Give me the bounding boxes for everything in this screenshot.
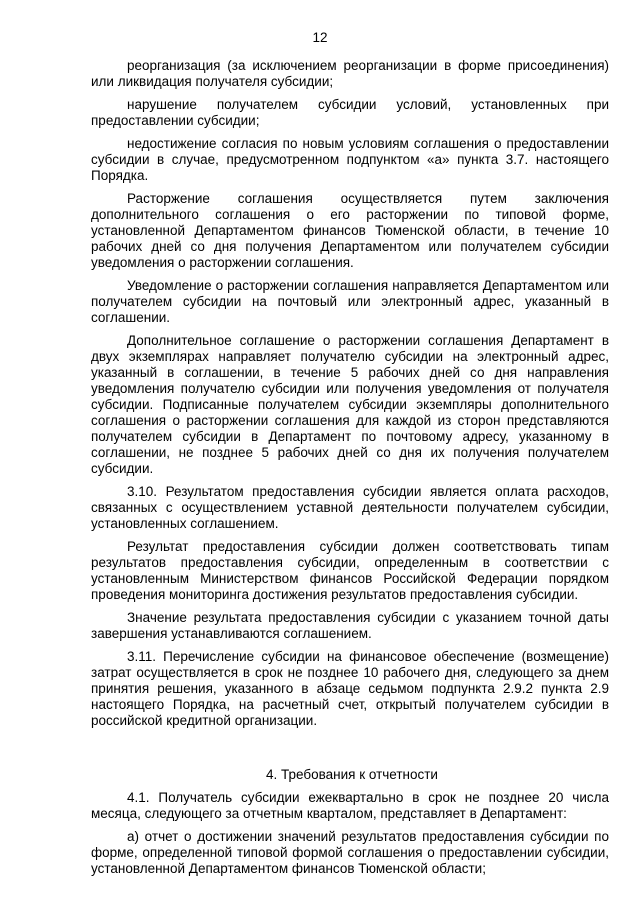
paragraph-3-11-transfer: 3.11. Перечисление субсидии на финансовое обеспечение (возмещение) затрат осуществляется в срок не позднее 10 рабочего дня, следующего за днем принятия решения, указанного в абзаце седьмом подпункта 2.9.2 пункта 2.9 настоящего Порядка, на расчетный счет, открытый получателем субсидии в российской кредитной организации. — [91, 649, 609, 728]
paragraph-violation: нарушение получателем субсидии условий, установленных при предоставлении субсидии; — [91, 97, 609, 128]
paragraph-4-1-a: а) отчет о достижении значений результатов предоставления субсидии по форме, определенной типовой формой соглашения о предоставлении субсидии, установленной Департаментом финансов Тюменской области; — [91, 829, 609, 876]
page-number: 12 — [312, 30, 328, 45]
paragraph-termination: Расторжение соглашения осуществляется путем заключения дополнительного соглашения о его расторжении по типовой форме, установленной Департаментом финансов Тюменской области, в течение 10 рабочих дней со дня получения Департаментом или получателем субсидии уведомления о расторжении соглашения. — [91, 191, 609, 270]
paragraph-reorganization: реорганизация (за исключением реорганизации в форме присоединения) или ликвидация получателя субсидии; — [91, 58, 609, 89]
paragraph-3-10-result: 3.10. Результатом предоставления субсидии является оплата расходов, связанных с осуществлением уставной деятельности получателем субсидии, установленных соглашением. — [91, 484, 609, 531]
paragraph-result-types: Результат предоставления субсидии должен соответствовать типам результатов предоставления субсидии, определенным в соответствии с установленным Министерством финансов Российской Федерации порядком проведения мониторинга достижения результатов предоставления субсидии. — [91, 539, 609, 602]
paragraph-no-agreement: недостижение согласия по новым условиям соглашения о предоставлении субсидии в случае, предусмотренном подпунктом «а» пункта 3.7. настоящего Порядка. — [91, 136, 609, 183]
paragraph-result-value: Значение результата предоставления субсидии с указанием точной даты завершения устанавливаются соглашением. — [91, 610, 609, 641]
document-body — [91, 58, 609, 884]
section-heading: 4. Требования к отчетности — [266, 767, 438, 782]
paragraph-4-1: 4.1. Получатель субсидии ежеквартально в срок не позднее 20 числа месяца, следующего за отчетным кварталом, представляет в Департамент: — [91, 790, 609, 821]
paragraph-notification: Уведомление о расторжении соглашения направляется Департаментом или получателем субсидии на почтовый или электронный адрес, указанный в соглашении. — [91, 278, 609, 325]
paragraph-additional-agreement: Дополнительное соглашение о расторжении соглашения Департамент в двух экземплярах направляет получателю субсидии на электронный адрес, указанный в соглашении, в течение 5 рабочих дней со дня направления уведомления получателю субсидии или получения уведомления от получателя субсидии. Подписанные получателем субсидии экземпляры дополнительного соглашения о расторжении соглашения для каждой из сторон представляются получателем субсидии в Департамент по почтовому адресу, указанному в соглашении, не позднее 5 рабочих дней со дня их получения получателем субсидии. — [91, 333, 609, 476]
